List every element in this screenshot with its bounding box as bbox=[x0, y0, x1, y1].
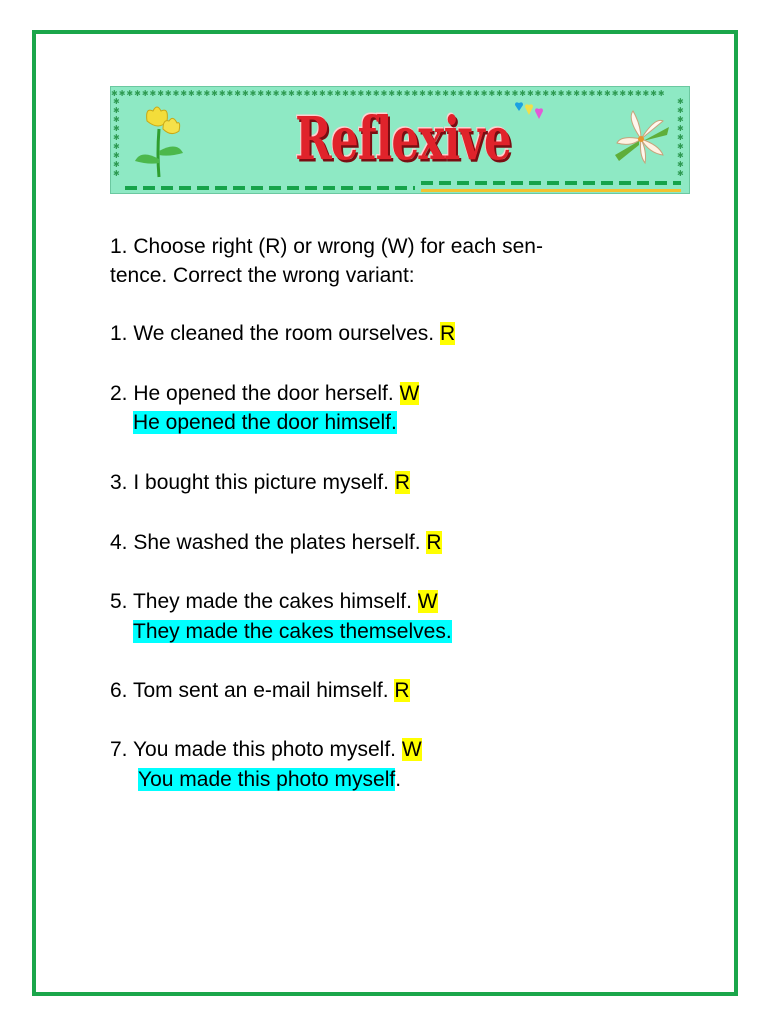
sentence-text: 4. She washed the plates herself. bbox=[110, 531, 427, 554]
answer-mark: R bbox=[439, 322, 456, 345]
sentence-text: 5. They made the cakes himself. bbox=[110, 590, 418, 613]
exercise-item bbox=[110, 469, 410, 497]
banner-dot-border-right: ✱✱✱✱✱✱✱✱✱ bbox=[677, 97, 684, 178]
exercise-item bbox=[110, 380, 419, 408]
correction bbox=[133, 618, 452, 646]
answer-mark: W bbox=[401, 738, 422, 761]
sentence-text: 6. Tom sent an e-mail himself. bbox=[110, 679, 395, 702]
correction-text: He opened the door himself. bbox=[133, 411, 397, 434]
banner-dashed-line-left bbox=[125, 186, 415, 190]
exercise-item bbox=[110, 736, 422, 764]
answer-mark: R bbox=[426, 531, 442, 554]
correction-text: You made this photo myself bbox=[138, 768, 396, 791]
sentence-text: 1. We cleaned the room ourselves. bbox=[110, 322, 440, 345]
answer-mark: R bbox=[394, 679, 410, 702]
exercise-item bbox=[110, 320, 455, 348]
sentence-text: 3. I bought this picture myself. bbox=[110, 471, 395, 494]
instruction-line-1: 1. Choose right (R) or wrong (W) for each sen- bbox=[110, 235, 543, 258]
instruction-line-2: tence. Correct the wrong variant: bbox=[110, 264, 415, 287]
lily-icon bbox=[609, 105, 673, 171]
answer-mark: R bbox=[394, 471, 410, 494]
exercise-item bbox=[110, 677, 410, 705]
sentence-text: 2. He opened the door herself. bbox=[110, 382, 400, 405]
correction bbox=[138, 766, 401, 794]
exercise-item bbox=[110, 588, 438, 616]
answer-mark: W bbox=[417, 590, 438, 613]
banner-title: Reflexive bbox=[295, 104, 511, 174]
answer-mark: W bbox=[399, 382, 420, 405]
correction-period: . bbox=[395, 768, 402, 791]
banner-dashed-line-right bbox=[421, 181, 681, 185]
sentence-text: 7. You made this photo myself. bbox=[110, 738, 402, 761]
banner-yellow-line bbox=[421, 189, 681, 192]
banner-dot-border-top: ✱✱✱✱✱✱✱✱✱✱✱✱✱✱✱✱✱✱✱✱✱✱✱✱✱✱✱✱✱✱✱✱✱✱✱✱✱✱✱✱✱✱✱✱✱✱✱✱✱✱✱✱✱✱✱✱✱✱✱✱✱✱✱✱✱✱✱✱✱✱✱✱ bbox=[111, 89, 666, 98]
correction bbox=[133, 409, 397, 437]
banner-dot-border-left: ✱✱✱✱✱✱✱✱✱ bbox=[113, 97, 120, 178]
title-banner bbox=[110, 86, 690, 194]
correction-text: They made the cakes themselves. bbox=[133, 620, 452, 643]
tulip-icon bbox=[129, 99, 189, 179]
exercise-item bbox=[110, 529, 442, 557]
